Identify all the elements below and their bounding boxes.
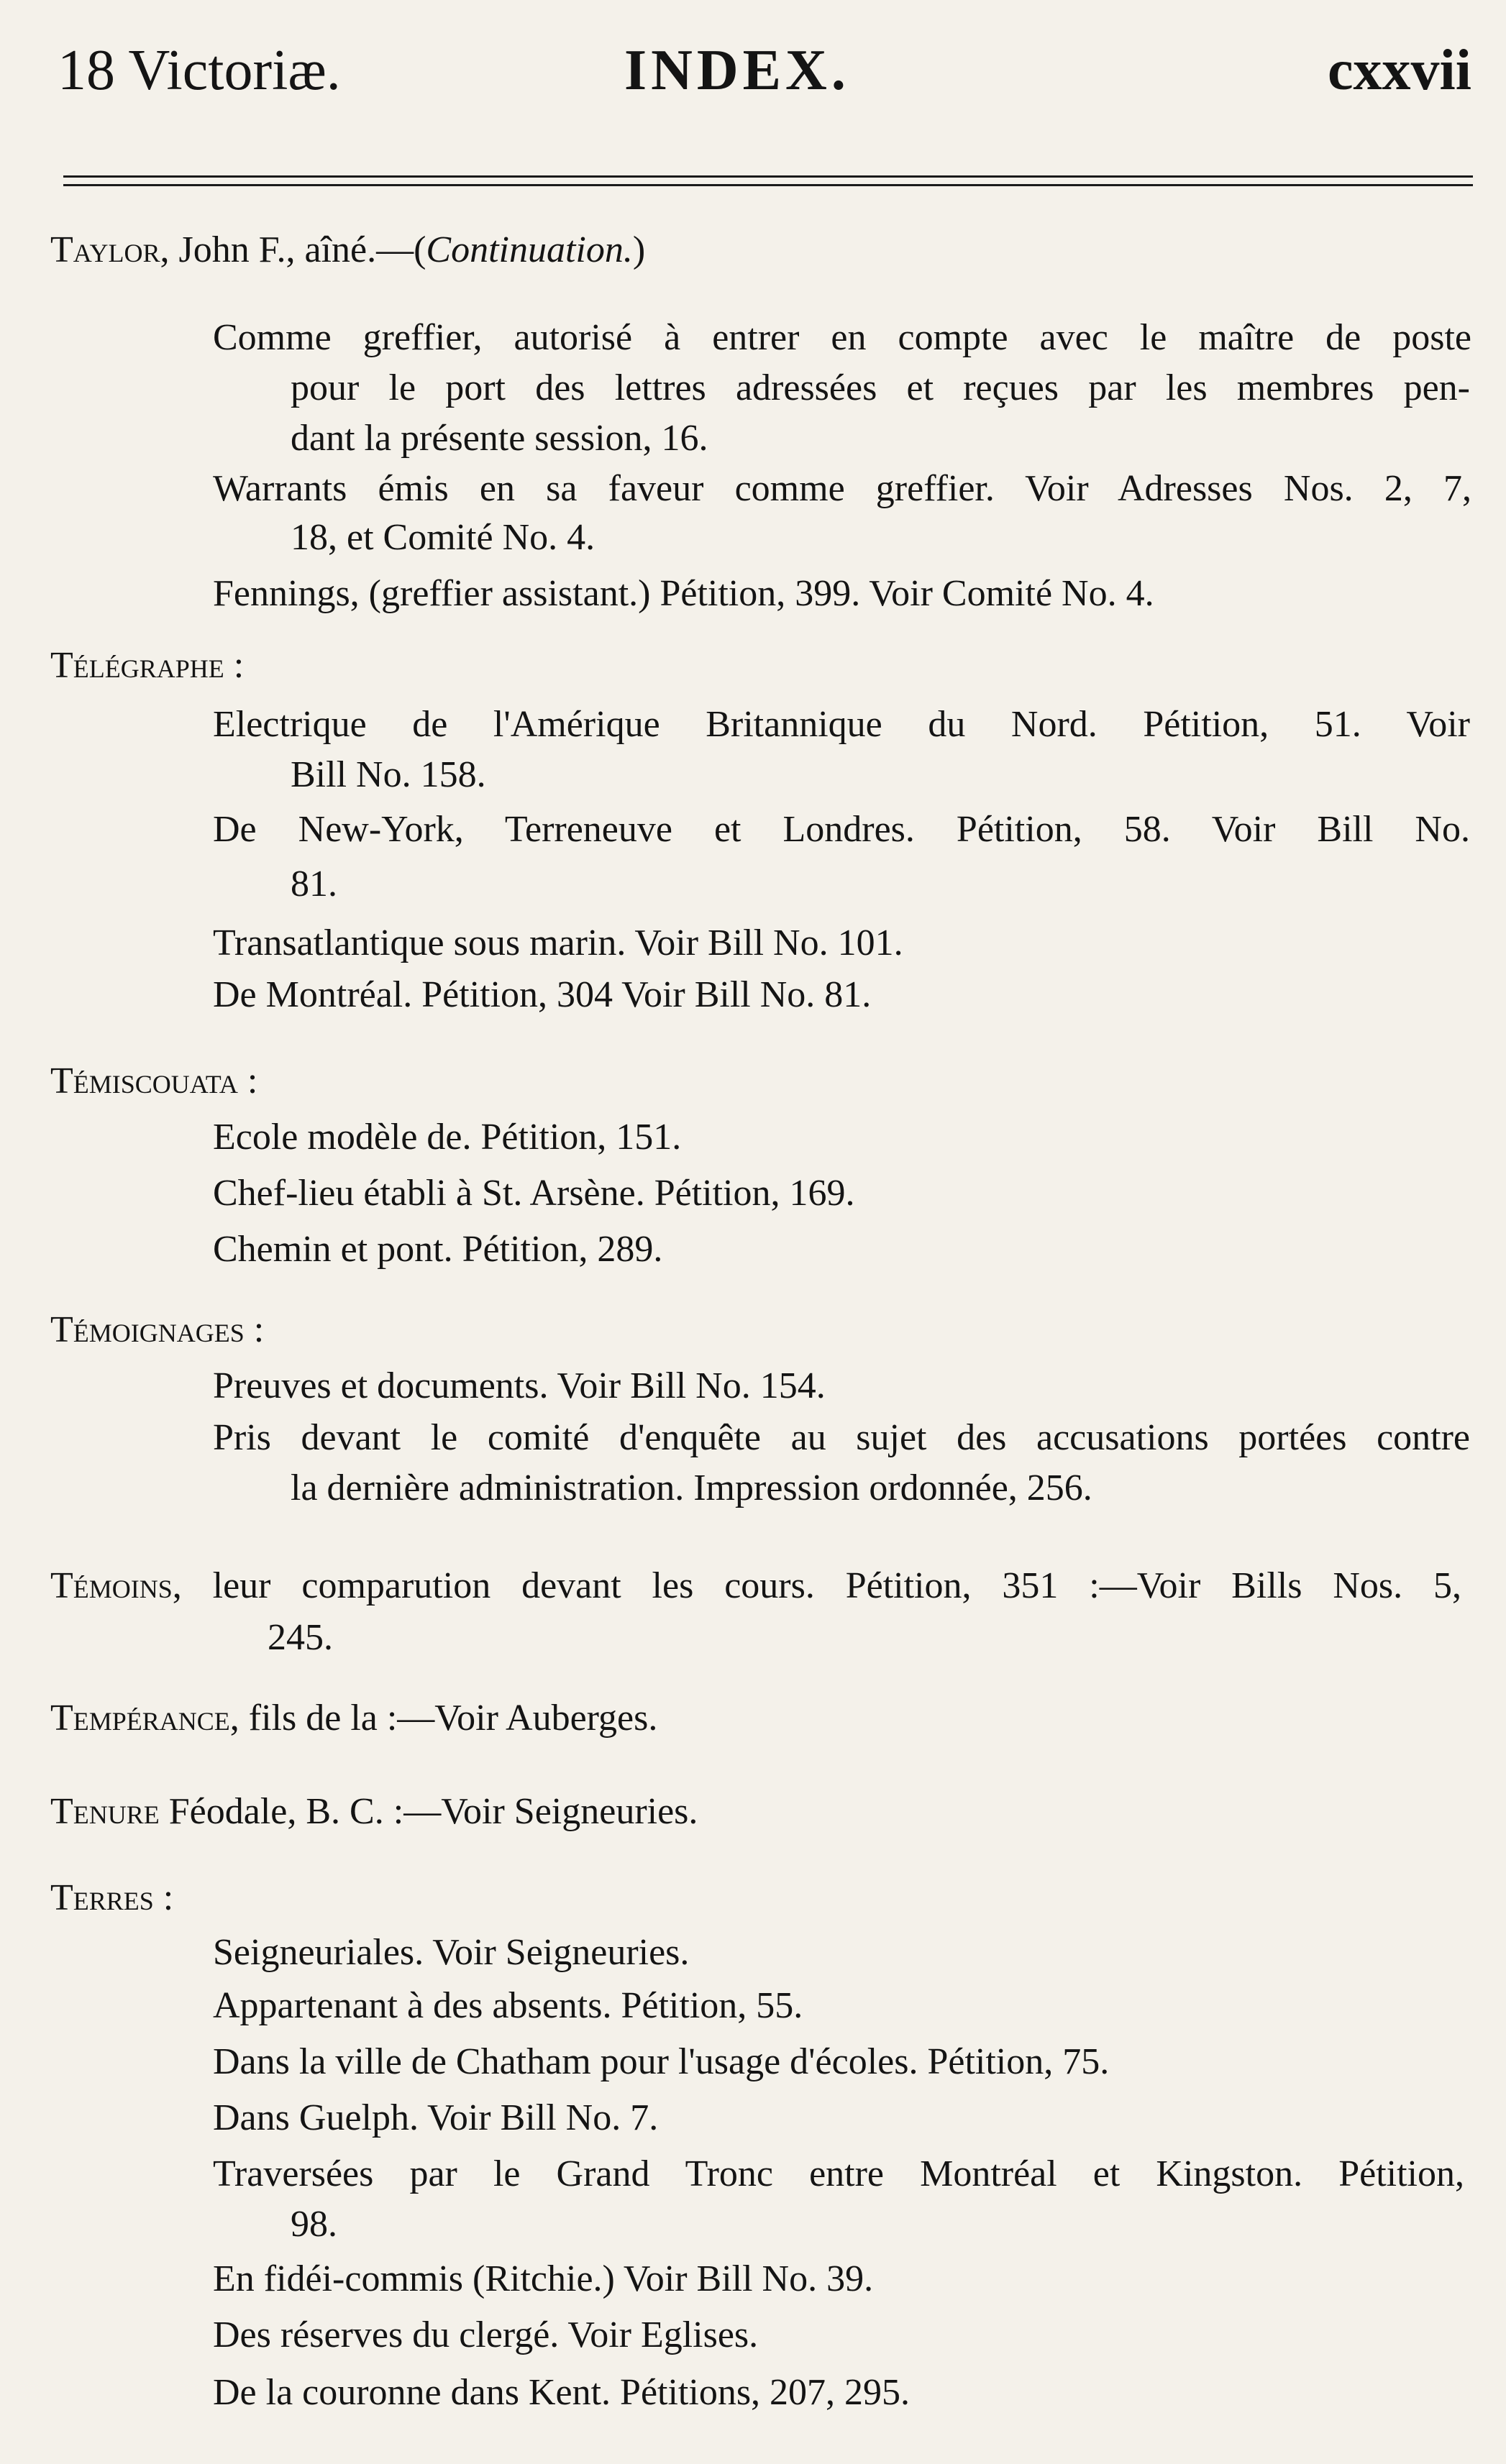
entry-heading-taylor xyxy=(50,229,646,270)
index-line: Comme greffier, autorisé à entrer en compte avec le maître de poste xyxy=(213,317,1471,358)
entry-heading-temperance xyxy=(50,1700,657,1737)
index-line: En fidéi-commis (Ritchie.) Voir Bill No. 39. xyxy=(213,2258,874,2299)
heading-text: , leur comparution devant les cours. Pétition, 351 :—Voir Bills Nos. 5, xyxy=(172,1565,1461,1606)
heading-name: Témoins xyxy=(50,1565,173,1606)
index-line: De New-York, Terreneuve et Londres. Pétition, 58. Voir Bill No. xyxy=(213,809,1470,850)
continuation-label: Continuation. xyxy=(426,229,633,270)
index-line: Pris devant le comité d'enquête au sujet des accusations portées contre xyxy=(213,1417,1470,1458)
index-line: Electrique de l'Amérique Britannique du Nord. Pétition, 51. Voir xyxy=(213,704,1470,745)
index-line: 98. xyxy=(291,2204,337,2245)
heading-close: ) xyxy=(632,229,646,270)
heading-rest: , John F., aîné.—( xyxy=(160,229,426,270)
index-line: Transatlantique sous marin. Voir Bill No. 101. xyxy=(213,922,903,963)
index-line: Warrants émis en sa faveur comme greffier. Voir Adresses Nos. 2, 7, xyxy=(213,468,1471,509)
page-number: cxxvii xyxy=(1328,39,1471,102)
heading-text: Féodale, B. C. :—Voir Seigneuries. xyxy=(159,1791,698,1832)
index-line: De Montréal. Pétition, 304 Voir Bill No. 81. xyxy=(213,974,872,1015)
index-line: 245. xyxy=(268,1617,333,1658)
entry-heading-temoins xyxy=(50,1567,1461,1605)
index-line: Fennings, (greffier assistant.) Pétition, 399. Voir Comité No. 4. xyxy=(213,573,1154,614)
heading-name: Tenure xyxy=(50,1791,160,1832)
entry-heading-telegraphe: Télégraphe : xyxy=(50,645,245,686)
index-line: Ecole modèle de. Pétition, 151. xyxy=(213,1117,682,1158)
index-line: la dernière administration. Impression ordonnée, 256. xyxy=(291,1467,1092,1508)
index-line: Traversées par le Grand Tronc entre Montréal et Kingston. Pétition, xyxy=(213,2153,1464,2194)
entry-heading-tenure xyxy=(50,1793,698,1831)
index-line: Chef-lieu établi à St. Arsène. Pétition, 169. xyxy=(213,1173,855,1214)
heading-text: , fils de la :—Voir Auberges. xyxy=(229,1698,658,1739)
heading-name: Taylor xyxy=(50,229,160,270)
index-line: 81. xyxy=(291,864,337,904)
index-line: Bill No. 158. xyxy=(291,754,486,795)
heading-name: Tempérance xyxy=(50,1698,230,1739)
entry-heading-temiscouata: Témiscouata : xyxy=(50,1061,258,1102)
entry-heading-temoignages: Témoignages : xyxy=(50,1309,265,1350)
index-line: Dans Guelph. Voir Bill No. 7. xyxy=(213,2097,659,2138)
index-line: Seigneuriales. Voir Seigneuries. xyxy=(213,1932,690,1973)
index-line: Chemin et pont. Pétition, 289. xyxy=(213,1229,663,1270)
header-rule-bottom xyxy=(63,184,1473,186)
header-rule-top xyxy=(63,175,1473,178)
index-line: Dans la ville de Chatham pour l'usage d'écoles. Pétition, 75. xyxy=(213,2041,1110,2082)
index-line: 18, et Comité No. 4. xyxy=(291,517,595,558)
index-line: pour le port des lettres adressées et reçues par les membres pen- xyxy=(291,367,1470,408)
index-line: Preuves et documents. Voir Bill No. 154. xyxy=(213,1365,826,1406)
index-line: Appartenant à des absents. Pétition, 55. xyxy=(213,1985,803,2026)
index-line: dant la présente session, 16. xyxy=(291,418,708,459)
index-line: Des réserves du clergé. Voir Eglises. xyxy=(213,2314,759,2355)
entry-heading-terres: Terres : xyxy=(50,1877,174,1918)
index-line: De la couronne dans Kent. Pétitions, 207, 295. xyxy=(213,2372,911,2413)
running-head-title: INDEX. xyxy=(624,39,850,102)
running-head-left: 18 Victoriæ. xyxy=(58,39,341,102)
